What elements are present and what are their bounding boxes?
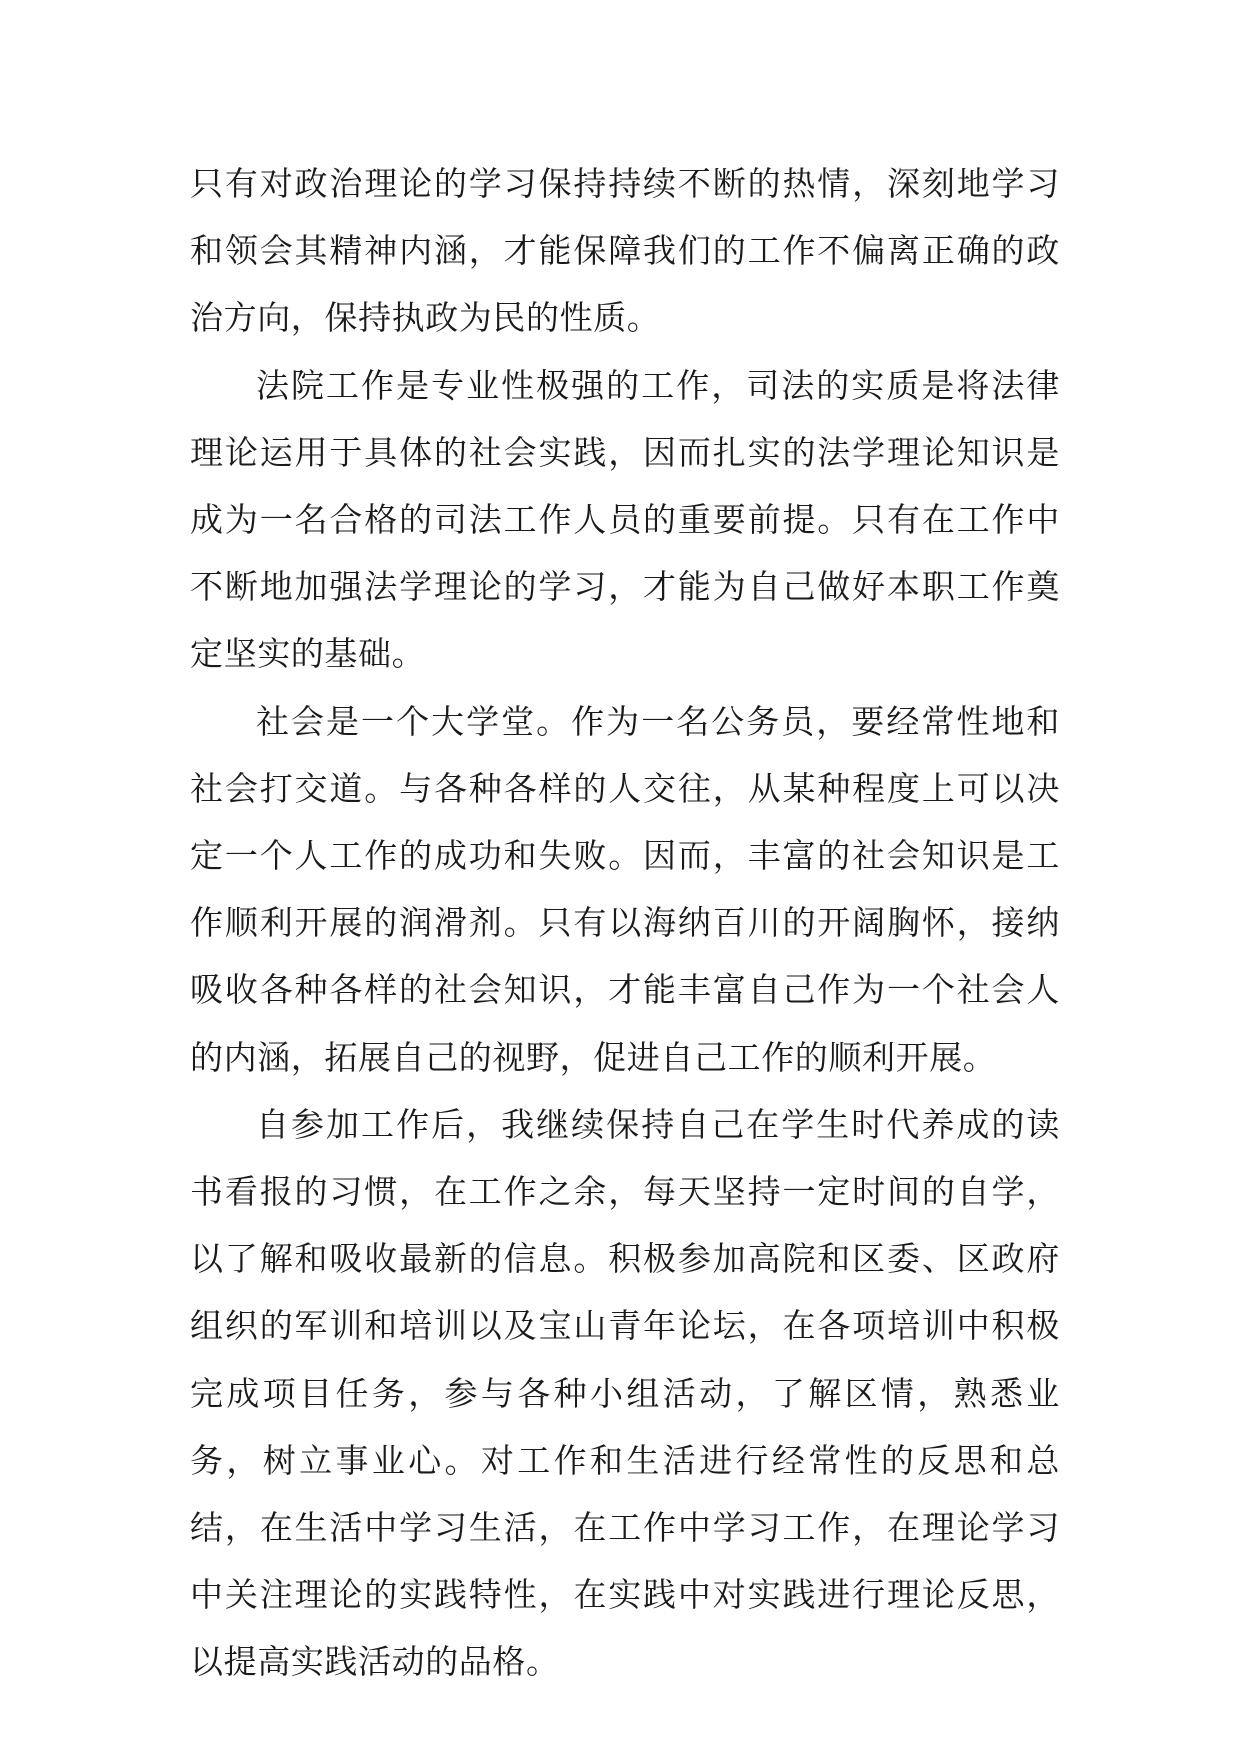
paragraph-continued: 只有对政治理论的学习保持持续不断的热情，深刻地学习和领会其精神内涵，才能保障我们的工作不偏离正确的政治方向，保持执政为民的性质。 [190, 164, 1060, 338]
paragraph-social-knowledge: 社会是一个大学堂。作为一名公务员，要经常性地和社会打交道。与各种各样的人交往，从某种程度上可以决定一个人工作的成功和失败。因而，丰富的社会知识是工作顺利开展的润滑剂。只有以海纳百川的开阔胸怀，接纳吸收各种各样的社会知识，才能丰富自己作为一个社会人的内涵，拓展自己的视野，促进自己工作的顺利开展。 [190, 701, 1060, 1077]
document-body [190, 150, 1060, 1696]
paragraph-self-study: 自参加工作后，我继续保持自己在学生时代养成的读书看报的习惯，在工作之余，每天坚持一定时间的自学，以了解和吸收最新的信息。积极参加高院和区委、区政府组织的军训和培训以及宝山青年论坛，在各项培训中积极完成项目任务，参与各种小组活动，了解区情，熟悉业务，树立事业心。对工作和生活进行经常性的反思和总结，在生活中学习生活，在工作中学习工作，在理论学习中关注理论的实践特性，在实践中对实践进行理论反思，以提高实践活动的品格。 [190, 1104, 1060, 1682]
paragraph-law-theory: 法院工作是专业性极强的工作，司法的实质是将法律理论运用于具体的社会实践，因而扎实的法学理论知识是成为一名合格的司法工作人员的重要前提。只有在工作中不断地加强法学理论的学习，才能为自己做好本职工作奠定坚实的基础。 [190, 365, 1060, 674]
